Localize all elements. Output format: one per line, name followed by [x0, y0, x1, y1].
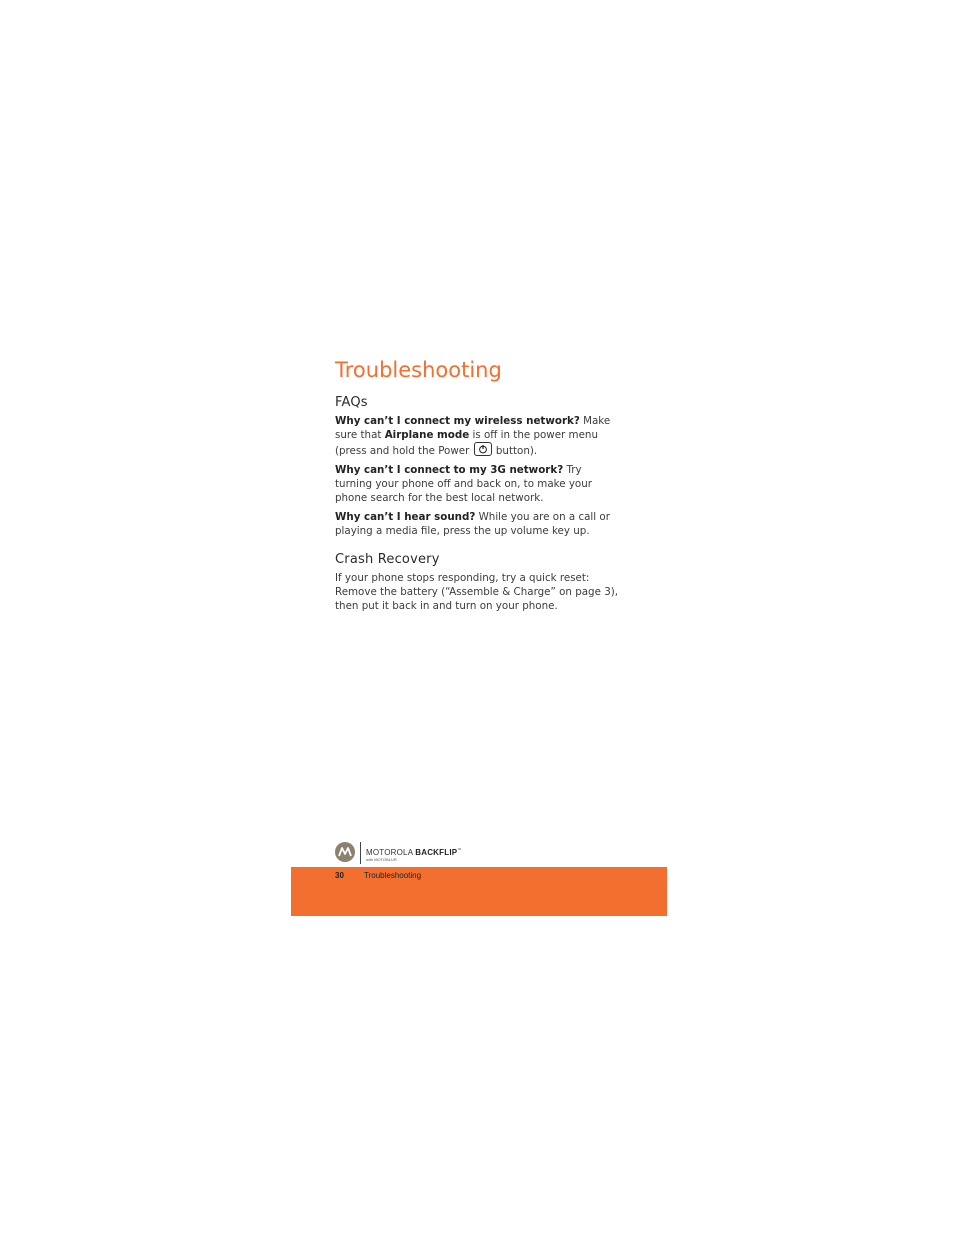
faq-item-wireless [335, 414, 620, 458]
footer-section-title: Troubleshooting [364, 871, 422, 880]
brand-logo [335, 842, 535, 864]
airplane-mode-term: Airplane mode [384, 429, 470, 441]
faq-answer: button). [492, 445, 538, 457]
trademark-mark: ™ [457, 847, 462, 852]
faq-item-sound [335, 510, 620, 538]
logo-divider [360, 842, 361, 864]
faq-question: Why can’t I hear sound? [335, 511, 476, 523]
faq-answer: Try turning your phone off and back on, to make your phone search for the best local network. [335, 464, 592, 504]
brand-maker: MOTOROLA [366, 848, 413, 857]
crash-recovery-body: If your phone stops responding, try a quick reset: Remove the battery (“Assemble & Charge” on page 3), then put it back in and turn on your phone. [335, 572, 619, 612]
motorola-batwing-icon [335, 842, 355, 862]
faq-question: Why can’t I connect my wireless network? [335, 415, 580, 427]
footer-bar [291, 867, 667, 916]
brand-model: BACKFLIP [415, 848, 458, 857]
faq-item-3g [335, 463, 620, 505]
brand-subtitle: with MOTOBLUR [366, 857, 397, 862]
faqs-heading: FAQs [335, 395, 368, 410]
page-title: Troubleshooting [335, 358, 502, 382]
crash-recovery-heading: Crash Recovery [335, 552, 440, 567]
page-number: 30 [335, 871, 344, 880]
page-content [335, 356, 620, 618]
faq-answer: is off in the power menu (press and hold the Power [335, 429, 598, 457]
faq-answer: Make sure that [335, 415, 611, 441]
brand-name [366, 847, 461, 857]
faq-answer: While you are on a call or playing a media file, press the up volume key up. [335, 511, 610, 537]
power-key-icon [474, 442, 492, 456]
faq-question: Why can’t I connect to my 3G network? [335, 464, 564, 476]
